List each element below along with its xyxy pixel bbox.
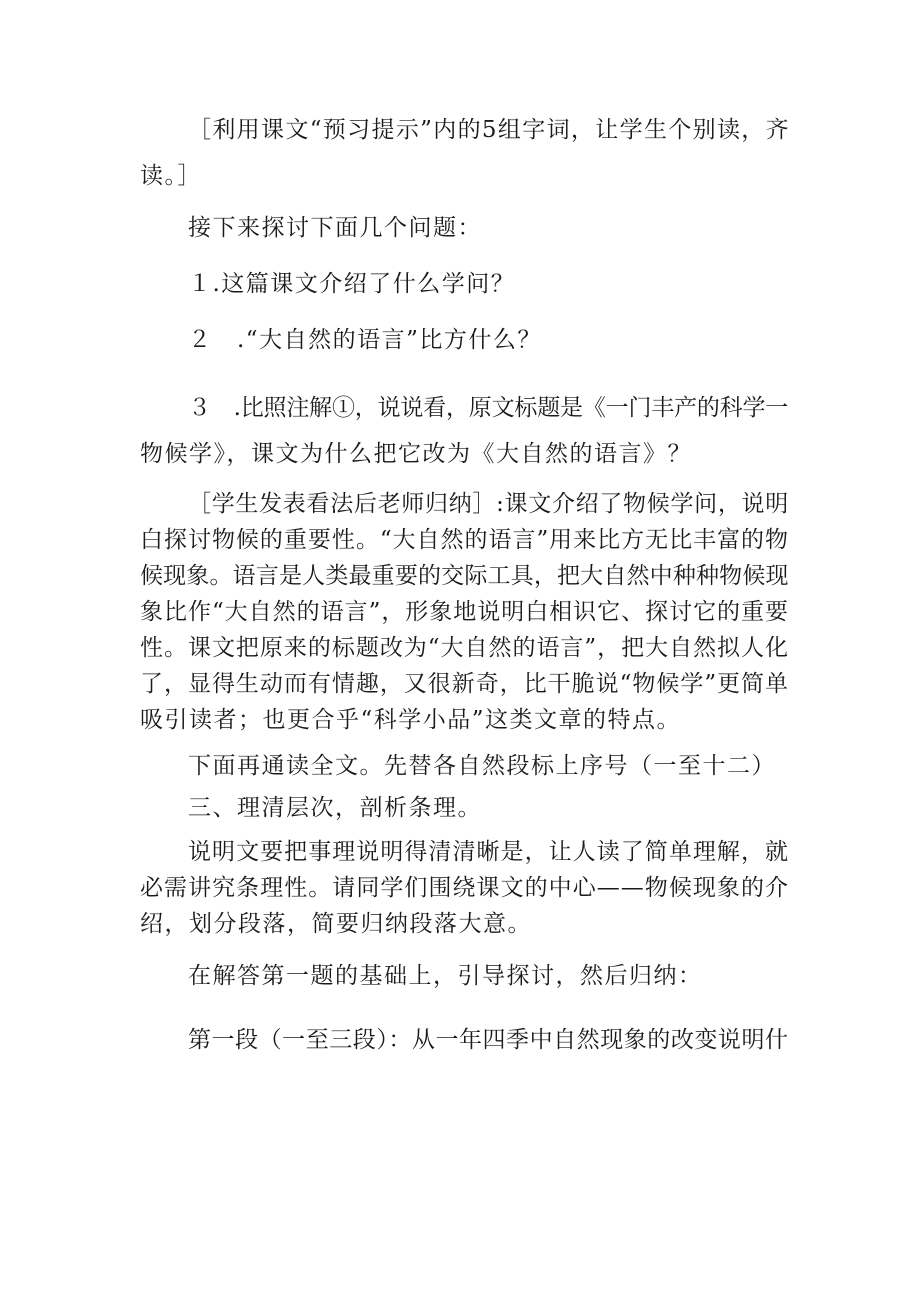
text-line: 性。课文把原来的标题改为“大自然的语言”，把大自然拟人化 (140, 635, 789, 661)
text-line: 了，显得生动而有情趣，又很新奇，比干脆说“物候学”更简单 (140, 671, 789, 697)
text-line: ［学生发表看法后老师归纳］:课文介绍了物候学问，说明 (188, 491, 789, 517)
text-line: 必需讲究条理性。请同学们围绕课文的中心——物候现象的介 (140, 875, 790, 901)
text-line: 在解答第一题的基础上，引导探讨，然后归纳： (188, 963, 703, 989)
text-line: 说明文要把事理说明得清清晰是，让人读了简单理解，就 (188, 839, 790, 865)
section-heading: 三、理清层次，剖析条理。 (188, 795, 482, 821)
list-item: １.这篇课文介绍了什么学问？ (188, 271, 516, 297)
text-line: 吸引读者；也更合乎“科学小品”这类文章的特点。 (140, 707, 682, 733)
text-line: 白探讨物候的重要性。“大自然的语言”用来比方无比丰富的物 (140, 527, 789, 553)
text-line: ［利用课文“预习提示”内的5组字词，让学生个别读，齐 (188, 117, 790, 143)
text-line: 绍，划分段落，简要归纳段落大意。 (140, 911, 532, 937)
text-line: 候现象。语言是人类最重要的交际工具，把大自然中种种物候现 (140, 563, 789, 589)
text-line: 接下来探讨下面几个问题： (188, 215, 482, 241)
list-item: ２ .“大自然的语言”比方什么？ (188, 327, 542, 353)
text-line: 下面再通读全文。先替各自然段标上序号（一至十二） (188, 753, 776, 779)
text-line: 读。］ (140, 163, 202, 189)
text-line: 第一段（一至三段）：从一年四季中自然现象的改变说明什 (188, 1027, 789, 1053)
text-line: 象比作“大自然的语言”，形象地说明白相识它、探讨它的重要 (140, 599, 789, 625)
text-line: 物候学》，课文为什么把它改为《大自然的语言》？ (140, 441, 692, 467)
list-item: ３ .比照注解①，说说看，原文标题是《一门丰产的科学一 (188, 395, 789, 421)
